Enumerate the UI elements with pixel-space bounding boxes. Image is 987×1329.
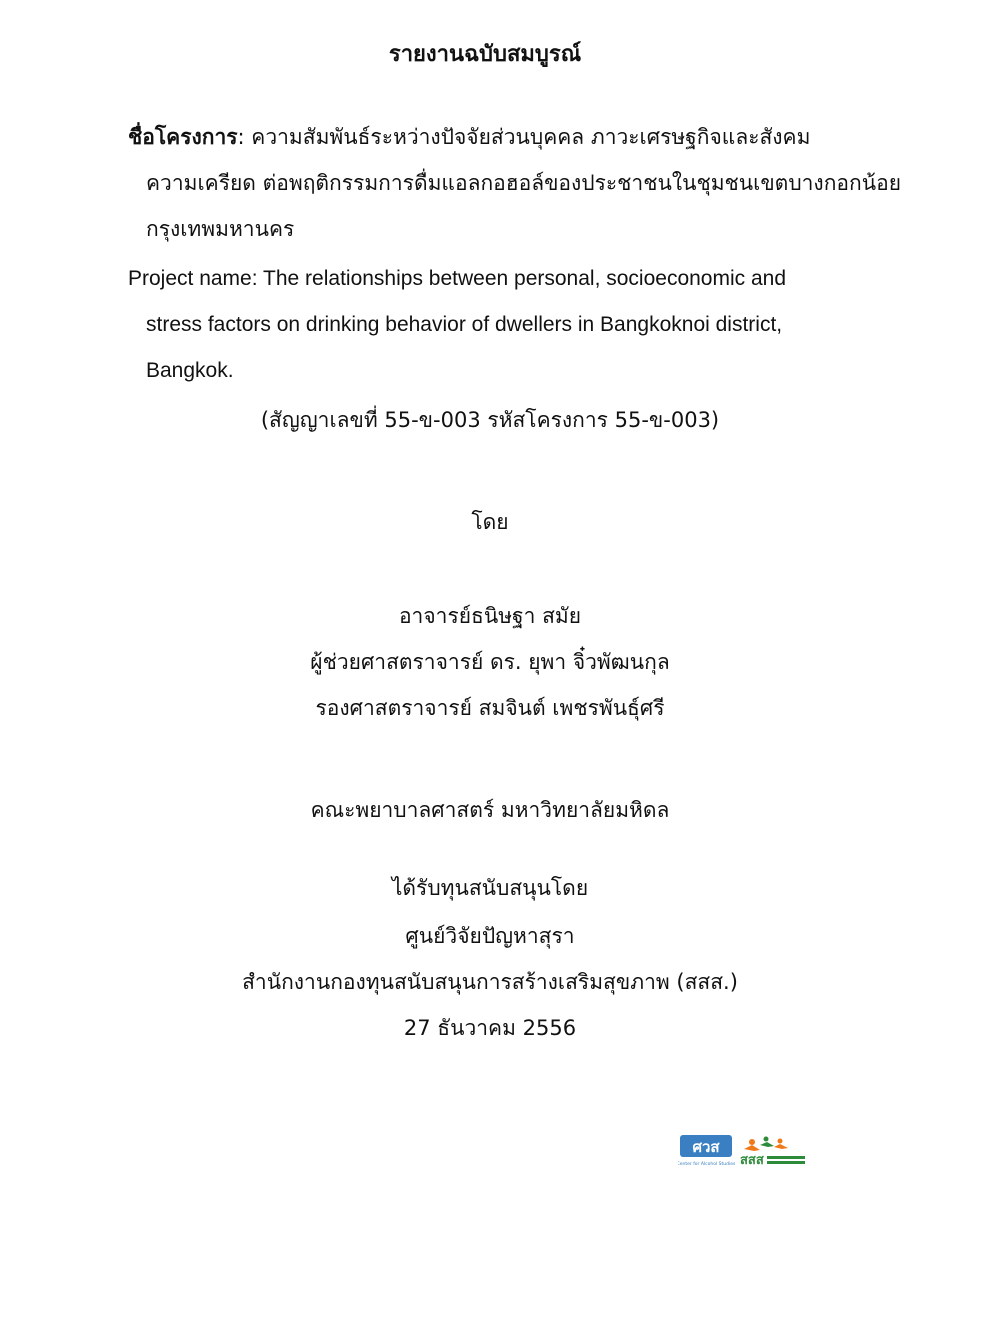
funding-org-2: สำนักงานกองทุนสนับสนุนการสร้างเสริมสุขภาพ (สสส.) (242, 970, 738, 994)
project-label-english: Project name (128, 267, 252, 290)
project-title-thai-line3: กรุงเทพมหานคร (146, 217, 295, 241)
report-date: 27 ธันวาคม 2556 (403, 1016, 577, 1040)
author-2: ผู้ช่วยศาสตราจารย์ ดร. ยุพา จิ๋วพัฒนกุล (310, 650, 670, 674)
cas-logo-subtitle: Center for Alcohol Studies (678, 1162, 736, 1167)
project-title-english-line1: The relationships between personal, socioeconomic and (263, 267, 787, 290)
project-title-english-line2: stress factors on drinking behavior of dwellers in Bangkoknoi district, (146, 313, 783, 336)
project-name-english (128, 256, 928, 394)
document-title: รายงานฉบับสมบูรณ์ (388, 42, 582, 67)
author-3: รองศาสตราจารย์ สมจินต์ เพชรพันธุ์ศรี (315, 696, 665, 720)
faculty-name: คณะพยาบาลศาสตร์ มหาวิทยาลัยมหิดล (310, 798, 670, 822)
sponsor-logos-graphic (678, 1133, 808, 1173)
colon: : (237, 125, 252, 149)
project-label-thai: ชื่อโครงการ (128, 125, 238, 149)
sponsor-logos (678, 1133, 808, 1173)
author-1: อาจารย์ธนิษฐา สมัย (398, 604, 582, 628)
by-label: โดย (471, 510, 509, 534)
contract-number: (สัญญาเลขที่ 55-ข-003 รหัสโครงการ 55-ข-003) (260, 408, 720, 432)
cas-logo (678, 1135, 736, 1167)
project-name-thai (128, 114, 928, 252)
project-title-english-line3: Bangkok. (146, 359, 234, 382)
thaihealth-logo-text: สสส (740, 1153, 764, 1168)
cas-logo-text: ศวส (692, 1138, 720, 1156)
funding-org-1: ศูนย์วิจัยปัญหาสุรา (405, 924, 575, 948)
thaihealth-logo (740, 1137, 805, 1169)
project-title-thai-line1: ความสัมพันธ์ระหว่างปัจจัยส่วนบุคคล ภาวะเศรษฐกิจและสังคม (251, 125, 811, 149)
colon: : (251, 267, 264, 290)
project-title-thai-line2: ความเครียด ต่อพฤติกรรมการดื่มแอลกอฮอล์ของประชาชนในชุมชนเขตบางกอกน้อย (146, 171, 902, 195)
funding-heading: ได้รับทุนสนับสนุนโดย (391, 876, 589, 900)
